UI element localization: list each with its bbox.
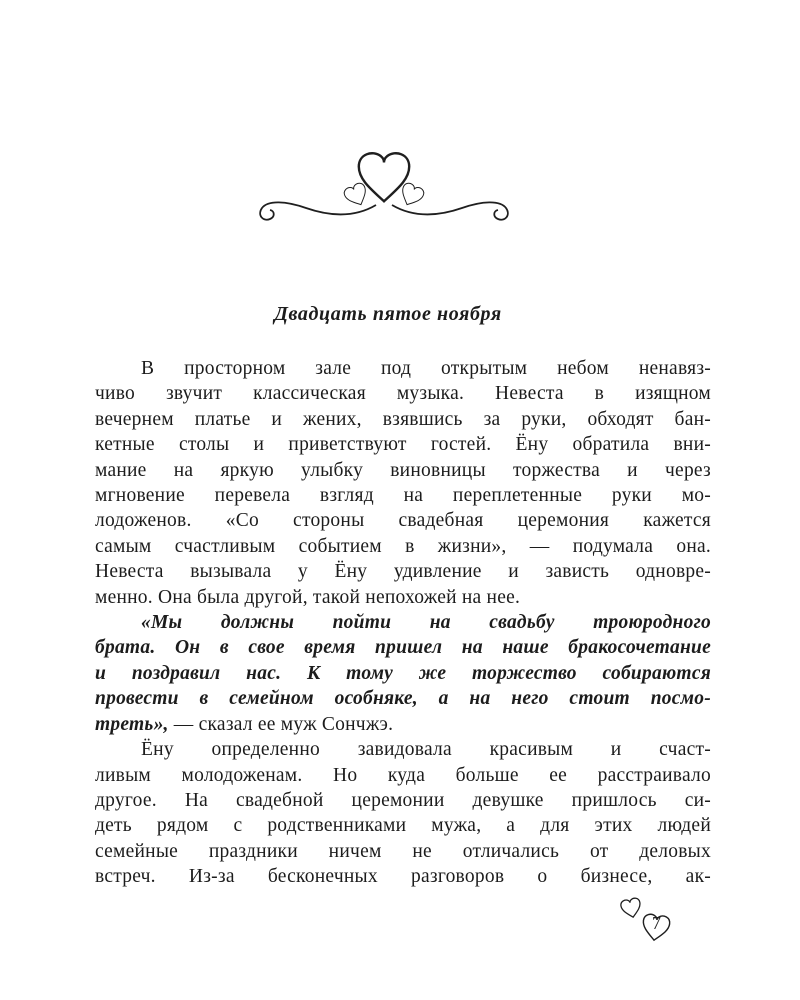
text-line: чиво звучит классическая музыка. Невеста в изящном [95,383,711,405]
text-line: семейные праздники ничем не отличались от деловых [95,840,711,862]
text-line: мание на яркую улыбку виновницы торжества и через [95,459,711,481]
text-line: другое. На свадебной церемонии девушке пришлось си- [95,789,711,811]
body-text [95,356,711,890]
chapter-subtitle: Двадцать пятое ноября [274,303,502,325]
attribution-text: — сказал ее муж Сончжэ. [168,713,394,735]
text-line: Ёну определенно завидовала красивым и счаст- [141,739,711,761]
text-line: кетные столы и приветствуют гостей. Ёну обратила вни- [95,434,711,456]
page-number: 7 [652,913,661,933]
text-line: брата. Он в свое время пришел на наше бракосочетание [95,637,711,659]
text-line: ливым молодоженам. Но куда больше ее расстраивало [95,764,711,786]
heart-flourish-icon [234,142,534,227]
text-line: «Мы должны пойти на свадьбу троюродного [141,612,711,634]
text-line: менно. Она была другой, такой непохожей на нее. [95,586,521,608]
text-line: лодоженов. «Со стороны свадебная церемония кажется [95,510,711,532]
text-line: самым счастливым событием в жизни», — подумала она. [95,535,711,557]
double-hearts-icon [604,890,696,954]
text-line: встреч. Из-за бесконечных разговоров о бизнесе, ак- [95,866,711,888]
text-line: мгновение перевела взгляд на переплетенные руки мо- [95,485,711,507]
text-line: и поздравил нас. К тому же торжество собираются [95,662,711,684]
text-line [95,712,711,737]
text-line: провести в семейном особняке, а на него стоит посмо- [95,688,711,710]
text-line: Невеста вызывала у Ёну удивление и зависть одновре- [95,561,711,583]
text-line: деть рядом с родственниками мужа, а для этих людей [95,815,711,837]
text-line: вечернем платье и жених, взявшись за руки, обходят бан- [95,408,711,430]
text-line: В просторном зале под открытым небом ненавяз- [141,358,711,379]
quote-close: треть», [95,713,169,735]
